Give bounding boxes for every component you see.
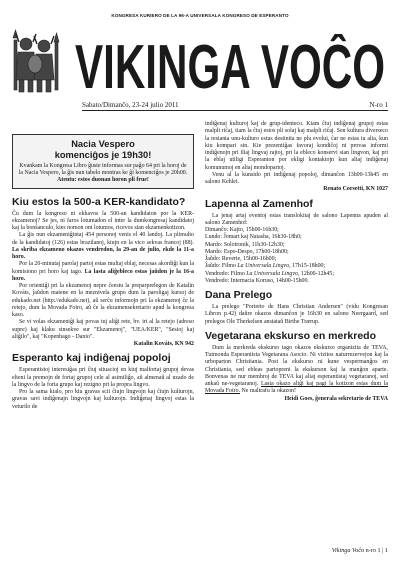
lapenna-line-7: Vendredo: Filmo La Universala Lingvo, 12h00-12h45; — [205, 270, 334, 277]
notice-title-1: Nacia Vespero — [71, 139, 135, 149]
notice-body: Kvankam la Kongresa Libro ĝuste informas sur paĝo 64 pri la horoj de la Nacia Vespero, la ĝis nun tabelo montras ke ĝi komenciĝos je 20h00. Atentu: estos duonan horon pli frue! — [18, 163, 188, 184]
notice-box — [12, 134, 194, 189]
article-500-p5: Se vi volas ekzameniĝi kaj povas tuj aliĝi rete, bv. iri al la retejo (adreso supre) kaj klaku sinsekve sur "Ekzamenoj", "UEA/KER", "Sesioj kaj aliĝilo", kaj "Kopenhago - Danio". — [12, 319, 194, 340]
issue-date: Sabato/Dimanĉo, 23-24 julio 2011 — [82, 101, 179, 109]
article-500-p4: Por orientiĝi pri la ekzamenoj nepre ĉeestu la preparprelegon de Katalin Kováts, ĵaŭdon matene en la meznivela grupo dum la paroligaj kursoj de edukado.net (http://edukado.net), aŭ serĉu informojn pri la ekzamenoj ĉe la retejo, dum la Movada Foiro, aŭ ĉe la ekzamensekretario apud la kongresa kaso. — [12, 283, 194, 319]
lapenna-line-6: Ĵaŭdo: Filmo La Universala Lingvo, 17h15-18h00; — [205, 263, 326, 270]
footer-label: Vikinga Voĉo — [331, 547, 365, 554]
lapenna-line-1: Dimanĉo: Kajto, 15h00-16h30; — [205, 227, 279, 233]
article-500-p2: La ĝis nun ekzameniĝintaj 454 personoj venis el 40 landoj. La plimulto de la kandidatoj (126) estas brazilanoj, kiujn en la vico sekvas francoj (88). La skriba ekzameno okazos vendredon, la 29-an de julio, ekde la 11-a horo. — [12, 232, 194, 261]
prelego-title: Dana Prelego — [205, 289, 273, 301]
dateline — [82, 101, 388, 109]
article-indigenous-p1: Esperantistoj interesiĝas pri ĉiuj situacioj en kiuj malfortaj grupoj devas elteni la premojn de fortaj grupoj cele al asimiliĝo, aŭ almenaŭ al uzado de la lingvo de la forta grupo kaj rezigno pri la propra lingvo. — [12, 367, 194, 388]
article-indigenous-p2: Pro la sama kialo, pro kiu gravas scii ĉiujn lingvojn kaj ĉiujn kulturojn, gravas savi indiĝenajn lingvojn kaj kulturojn. Indiĝenaj lingvoj estas la veturilo de — [12, 389, 194, 410]
article-500-signature: Katalin Kováts, KN 942 — [133, 341, 194, 348]
article-indigenous-title: Esperanto kaj indiĝenaj popoloj — [12, 352, 171, 365]
left-column — [12, 121, 194, 411]
vegetarian-title: Vegetarana ekskurso en merkredo — [205, 329, 377, 342]
issue-number: N-ro 1 — [369, 101, 388, 109]
lapenna-line-4: Mardo: Espo-Despo, 17h00-18h00; — [205, 248, 289, 255]
lapenna-title: Lapenna al Zamenhof — [205, 197, 313, 210]
article-500-p1: Ĉu dum la kongreso ni ekhavos la 500-an kandidaton por la KER-ekzamenoj? Se jes, ni faros lotumadon el inter la dumkongresaj kandidatoj kaj la bonŝanculo, kies nomon oni lotumos, ricevos sian ekzamenkotizon. — [12, 210, 194, 232]
article-500-title: Kiu estos la 500-a KER-kandidato? — [12, 195, 186, 208]
right-column — [205, 121, 388, 403]
prelego-body: La prelego "Portreto de Hans Christian Andersen" (vidu Kongresan Libron p.42) daŭre okazos dimanĉon je 16h30 en salono Neergaard, sed prelegos Ole Therkelsen anstataŭ Birthe Trærup. — [205, 304, 388, 325]
lapenna-line-3: Mardo: Solotronik, 11h30-12h30; — [205, 241, 285, 248]
vikings-illustration — [12, 22, 60, 94]
article-indigenous-signature: Renato Corsetti, KN 1027 — [323, 186, 388, 193]
article-500-p3: Por la 20-minutaj parolaj partoj estas multaj eblaj, necesas akordiĝi kun la komisiono pri horo kaj tago. La lasta aliĝebleco estas ĵaŭdon je la 16-a horo. — [12, 261, 194, 282]
article-indigenous-p3: indiĝenaj kulturoj kaj de grup-identeco. Kiam ĉiuj indiĝenaj grupoj estas malpli riĉaj, tiam la ĉiuj estos pli solaj kaj malpli riĉaj. Sen kultura diverseco la restanta unu-kulturo estus destinita ne plu evolui, ĉar ne estas iu alia, kun kiu kompari sin. Kie prezentiĝas favoraj kondiĉoj ni provas informi indiĝenojn pri iliaj lingvaj rajtoj, pri la ebleco konservi sian lingvon, kaj pri la eblaj utiligi Esperanton por ekligi kontaktojn kun aliaj indiĝenaj komunumoj en aliaj mondopartoj. — [205, 121, 388, 171]
lapenna-line-5: Ĵaŭdo: Reverie, 15h00-16h00; — [205, 256, 277, 262]
article-indigenous-p4: Venu al la kunsido pri indiĝenaj popoloj, dimanĉon 13h00-13h45 en salono Kehlet. — [205, 171, 388, 185]
lapenna-line-2: Lundo: Ĵomart kaj Natasha, 16h30-18h0; — [205, 234, 302, 241]
vikinga-voco-logo — [72, 34, 388, 96]
lapenna-line-8: Vendredo: Internacia Koruso, 14h00-15h00. — [205, 277, 309, 284]
kicker: KONGRESA KURIERO DE LA 96-A UNIVERSALA KONGRESO DE ESPERANTO — [111, 13, 289, 18]
vegetarian-signature: Heidi Goes, ĝenerala sekretario de TEVA — [284, 395, 388, 402]
masthead-rule — [82, 110, 388, 111]
notice-title-2: komenciĝos je 19h30! — [54, 149, 152, 160]
vegetarian-body: Dum la merkreda ekskurso tago okazos ekskurso organizita de TEVA, Tutmonda Esperantista Vegetarana Asocio. Ni vizitos naturrezervejon kaj la urboparton Christiania. Post la ekskurso ni kune vespermanĝos en Christiania, sed ebleas partopreni la ekskurson kaj la manĝon aparte. Bonvenas ne nur membroj de TEVA kaj aliaj esperantistaj vegetaranoj, sed ankaŭ ne-vegetaranoj. Lasta okazo aliĝi kaj pagi la kotizon estas dum la Movada Foiro. Ne maltrafu la okazon! — [205, 344, 388, 395]
footer-page: n-ro 1 | 1 — [365, 547, 388, 554]
page-footer — [332, 547, 388, 554]
lapenna-intro: La jenaj artaj eventoj estas translokitaj de salono Lapenna apuden al salono Zamenhof: — [205, 212, 388, 226]
svg-text:VIKINGA VOĈO: VIKINGA VOĈO — [75, 34, 385, 96]
